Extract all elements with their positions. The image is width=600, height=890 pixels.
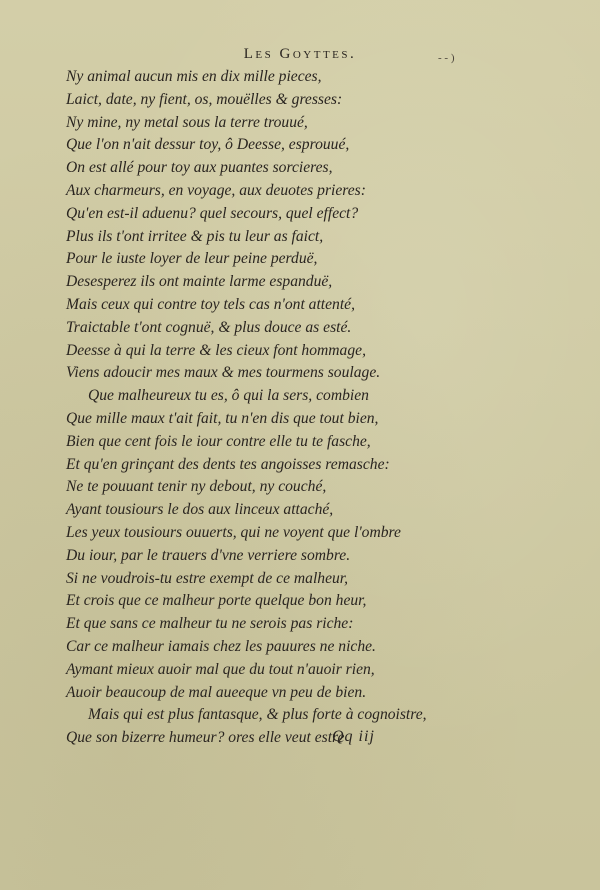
verse-line: Ny mine, ny metal sous la terre trouué, [66, 113, 308, 131]
verse-line: Que l'on n'ait dessur toy, ô Deesse, esprouué, [66, 136, 350, 154]
verse-line: Mais ceux qui contre toy tels cas n'ont attenté, [66, 295, 356, 313]
verse-line: Ne te pouuant tenir ny debout, ny couché, [66, 478, 327, 496]
verse-line: Si ne voudrois-tu estre exempt de ce malheur, [66, 569, 349, 587]
verse-line: Aux charmeurs, en voyage, aux deuotes prieres: [66, 181, 366, 199]
verse-line: Laict, date, ny fient, os, mouëlles & gresses: [66, 90, 343, 108]
header-mark: - - ) [438, 52, 455, 64]
verse-line: Plus ils t'ont irritee & pis tu leur as faict, [66, 227, 324, 245]
verse-block [66, 66, 506, 750]
verse-line: Car ce malheur iamais chez les pauures ne niche. [66, 637, 376, 655]
verse-line: Ny animal aucun mis en dix mille pieces, [66, 68, 322, 85]
verse-line: On est allé pour toy aux puantes sorcieres, [66, 159, 333, 177]
verse-line: Qu'en est-il aduenu? quel secours, quel effect? [66, 204, 359, 222]
verse-line: Auoir beaucoup de mal aueeque vn peu de bien. [66, 683, 367, 701]
verse-line: Viens adoucir mes maux & mes tourmens soulage. [66, 364, 381, 382]
verse-line: Que son bizerre humeur? ores elle veut estre [66, 729, 345, 747]
verse-line: Et crois que ce malheur porte quelque bon heur, [66, 592, 367, 610]
verse-line: Que malheureux tu es, ô qui la sers, combien [88, 387, 369, 405]
verse-line: Deesse à qui la terre & les cieux font hommage, [66, 341, 366, 359]
verse-line: Et que sans ce malheur tu ne serois pas riche: [66, 615, 354, 633]
verse-line: Du iour, par le trauers d'vne verriere sombre. [66, 546, 351, 564]
verse-line: Et qu'en grinçant des dents tes angoisses remasche: [66, 455, 390, 473]
verse-line: Desesperez ils ont mainte larme espanduë, [66, 273, 333, 291]
signature-mark: Qq iij [332, 728, 375, 745]
verse-line: Ayant tousiours le dos aux linceux attaché, [66, 501, 334, 519]
verse-line: Traictable t'ont cognuë, & plus douce as esté. [66, 318, 352, 336]
verse-line: Que mille maux t'ait fait, tu n'en dis que tout bien, [66, 409, 379, 427]
running-header: Les Goyttes. [243, 46, 357, 62]
verse-line: Aymant mieux auoir mal que du tout n'auoir rien, [66, 660, 375, 678]
verse-line: Mais qui est plus fantasque, & plus forte à cognoistre, [88, 706, 427, 724]
verse-line: Les yeux tousiours ouuerts, qui ne voyent que l'ombre [66, 523, 401, 541]
verse-line: Pour le iuste loyer de leur peine perduë, [66, 250, 318, 268]
verse-line: Bien que cent fois le iour contre elle tu te fasche, [66, 432, 371, 450]
